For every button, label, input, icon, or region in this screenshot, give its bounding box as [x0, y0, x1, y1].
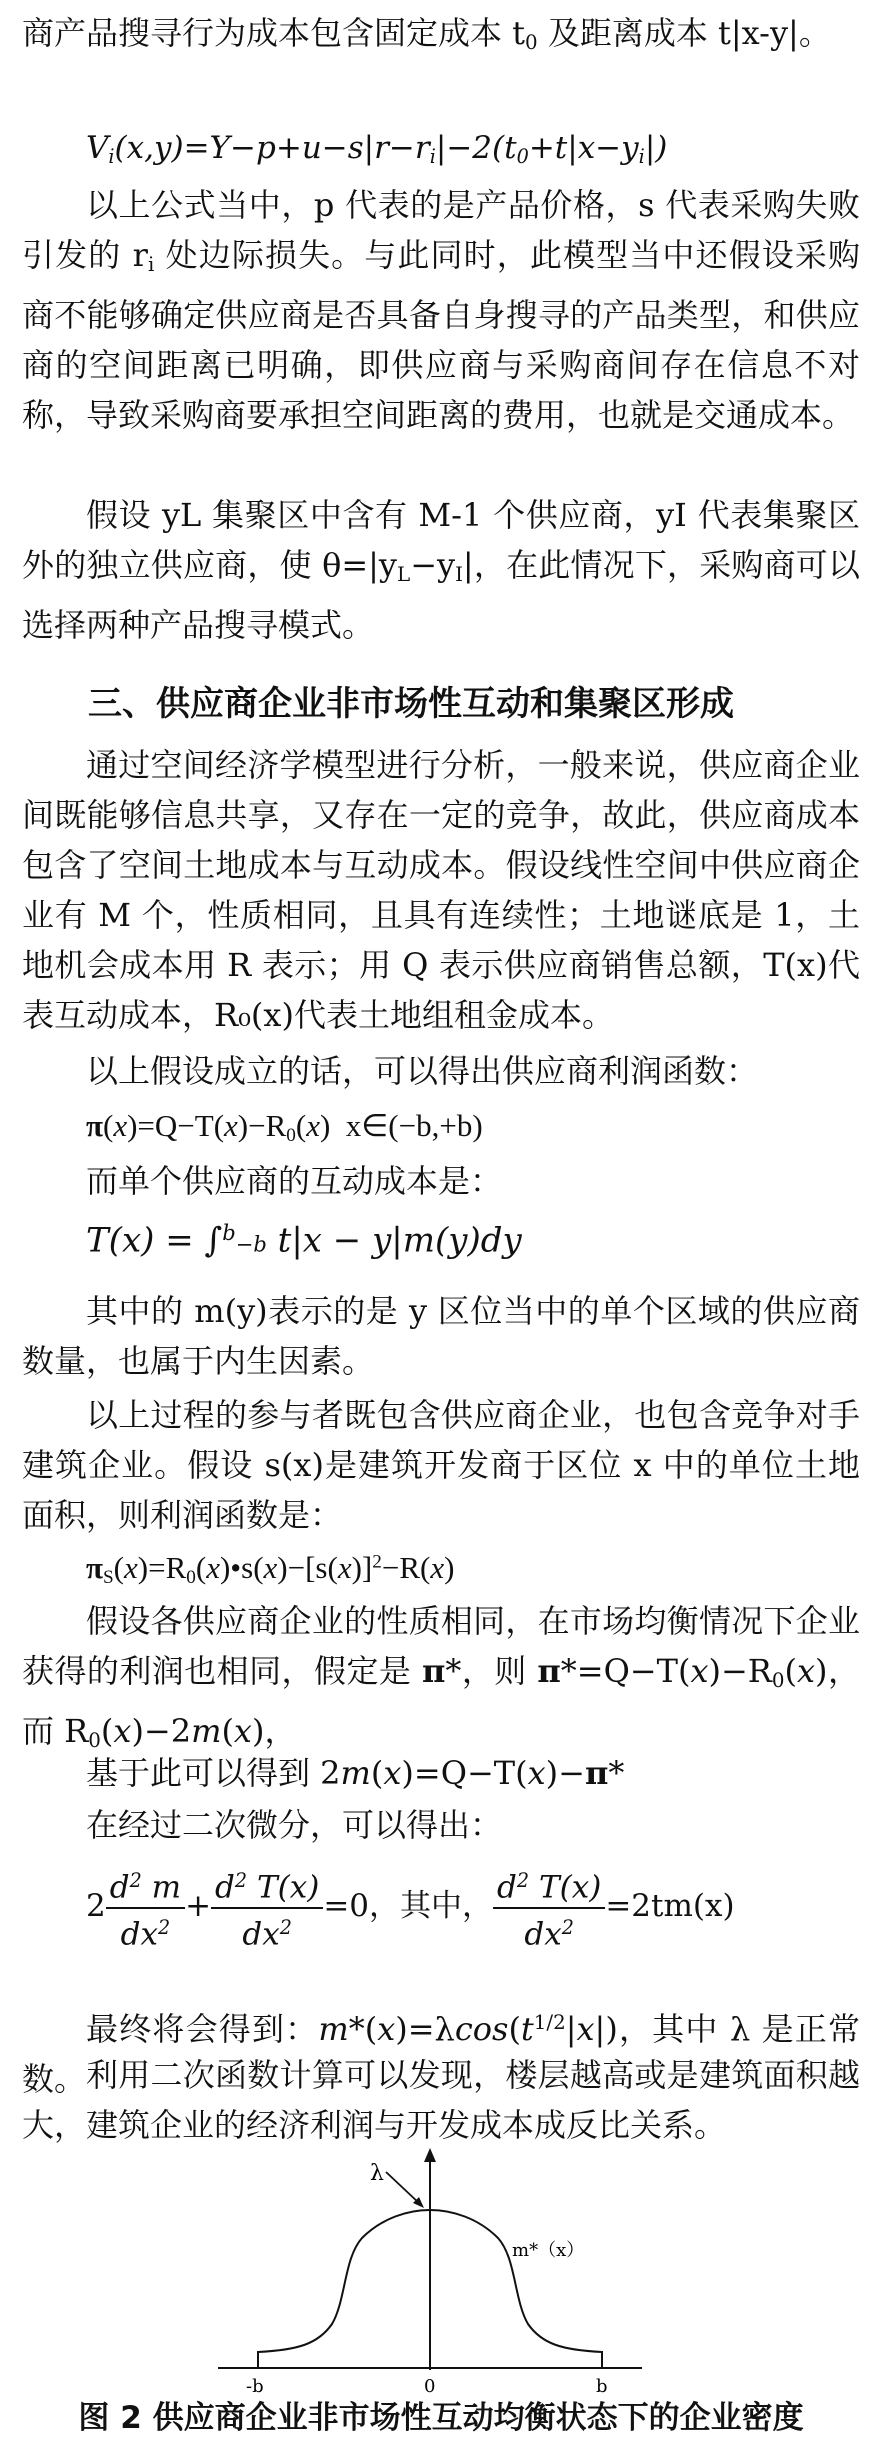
lambda-label: λ	[370, 2161, 384, 2186]
lambda-pointer	[386, 2172, 420, 2204]
fraction: $\frac{d^2 T(x)}{dx^2}$	[493, 1862, 605, 1953]
paragraph: 其中的 m(y)表示的是 y 区位当中的单个区域的供应商数量，也属于内生因素。	[22, 1292, 860, 1380]
paragraph: 而单个供应商的互动成本是：	[86, 1162, 503, 1200]
y-axis-arrow	[424, 2148, 436, 2162]
paragraph: 以上假设成立的话，可以得出供应商利润函数：	[86, 1052, 759, 1090]
paragraph: 最终将会得到：$m*(x)=\lambda\cos(t^{1/2}|x|)$，其中 λ 是正常数。	[22, 2009, 860, 2098]
fraction: $\frac{d^2 T(x)}{dx^2}$	[211, 1862, 323, 1953]
fraction: $\frac{d^2 m}{dx^2}$	[106, 1862, 185, 1953]
tick-label-neg-b: -b	[246, 2376, 264, 2397]
curve-label: m*（x）	[512, 2240, 585, 2261]
paragraph: 以上公式当中，p 代表的是产品价格，s 代表采购失败引发的 $r_i$ 处边际损失。与此同时，此模型当中还假设采购商不能够确定供应商是否具备自身搜寻的产品类型，和供应商的空间距离已明确，即供应商与采购商间存在信息不对称，导致采购商要承担空间距离的费用，也就是交通成本。	[22, 186, 860, 434]
paragraph: 在经过二次微分，可以得出：	[86, 1806, 503, 1844]
formula-profit: $\pi(x)=Q-T(x)-R_0(x)$ x∈(−b,+b)	[86, 1108, 483, 1146]
formula-text: =0，其中，	[323, 1888, 494, 1925]
tick-label-b: b	[596, 2376, 608, 2397]
equilibrium-density-figure	[0, 2148, 882, 2418]
paragraph: 通过空间经济学模型进行分析，一般来说，供应商企业间既能够信息共享，又存在一定的竞争，故此，供应商成本包含了空间土地成本与互动成本。假设线性空间中供应商企业有 M 个，性质相同，且具有连续性；土地谜底是 1，土地机会成本用 R 表示；用 Q 表示供应商销售总额，T(x)代表互动成本，R₀(x)代表土地组租金成本。	[22, 746, 860, 1034]
tick-label-zero: 0	[424, 2376, 436, 2397]
formula-text: =2tm(x)	[605, 1888, 735, 1925]
section-heading: 三、供应商企业非市场性互动和集聚区形成	[88, 684, 734, 724]
paragraph: 商产品搜寻行为成本包含固定成本 $t_0$ 及距离成本 t|x-y|。	[22, 14, 831, 54]
paragraph: 假设 yL 集聚区中含有 M-1 个供应商，yI 代表集聚区外的独立供应商，使 $\theta=|y_L-y_I|$，在此情况下，采购商可以选择两种产品搜寻模式。	[22, 496, 860, 644]
formula-second-derivative: 2 $\frac{d^2 m}{dx^2}$ + $\frac{d^2 T(x)}{dx^2}$ =0，其中， $\frac{d^2 T(x)}{dx^2}$ =2tm(x)	[86, 1862, 735, 1953]
figure-caption: 图 2 供应商企业非市场性互动均衡状态下的企业密度	[78, 2400, 804, 2436]
formula-developer-profit: $\pi_S(x)=R_0(x)•s(x)-[s(x)]^2-R(x)$	[86, 1550, 455, 1588]
formula-utility: $V_i(x,y)=Y-p+u-s|r-r_i|-2(t_0+t|x-y_i|)$	[86, 130, 668, 168]
paragraph: 基于此可以得到 2m(x)=Q−T(x)−π*	[86, 1754, 625, 1792]
paragraph: 以上过程的参与者既包含供应商企业，也包含竞争对手建筑企业。假设 s(x)是建筑开发商于区位 x 中的单位土地面积，则利润函数是：	[22, 1396, 860, 1534]
formula-interaction-cost: T(x) = ∫$^b$−b t|x − y|m(y)dy	[86, 1220, 522, 1261]
paragraph: 假设各供应商企业的性质相同，在市场均衡情况下企业获得的利润也相同，假定是 π*，则 $\pi*=Q-T(x)-R_0(x)$，而 $R_0(x)-2m(x)$，	[22, 1602, 860, 1752]
paragraph: 利用二次函数计算可以发现，楼层越高或是建筑面积越大，建筑企业的经济利润与开发成本成反比关系。	[22, 2056, 860, 2144]
